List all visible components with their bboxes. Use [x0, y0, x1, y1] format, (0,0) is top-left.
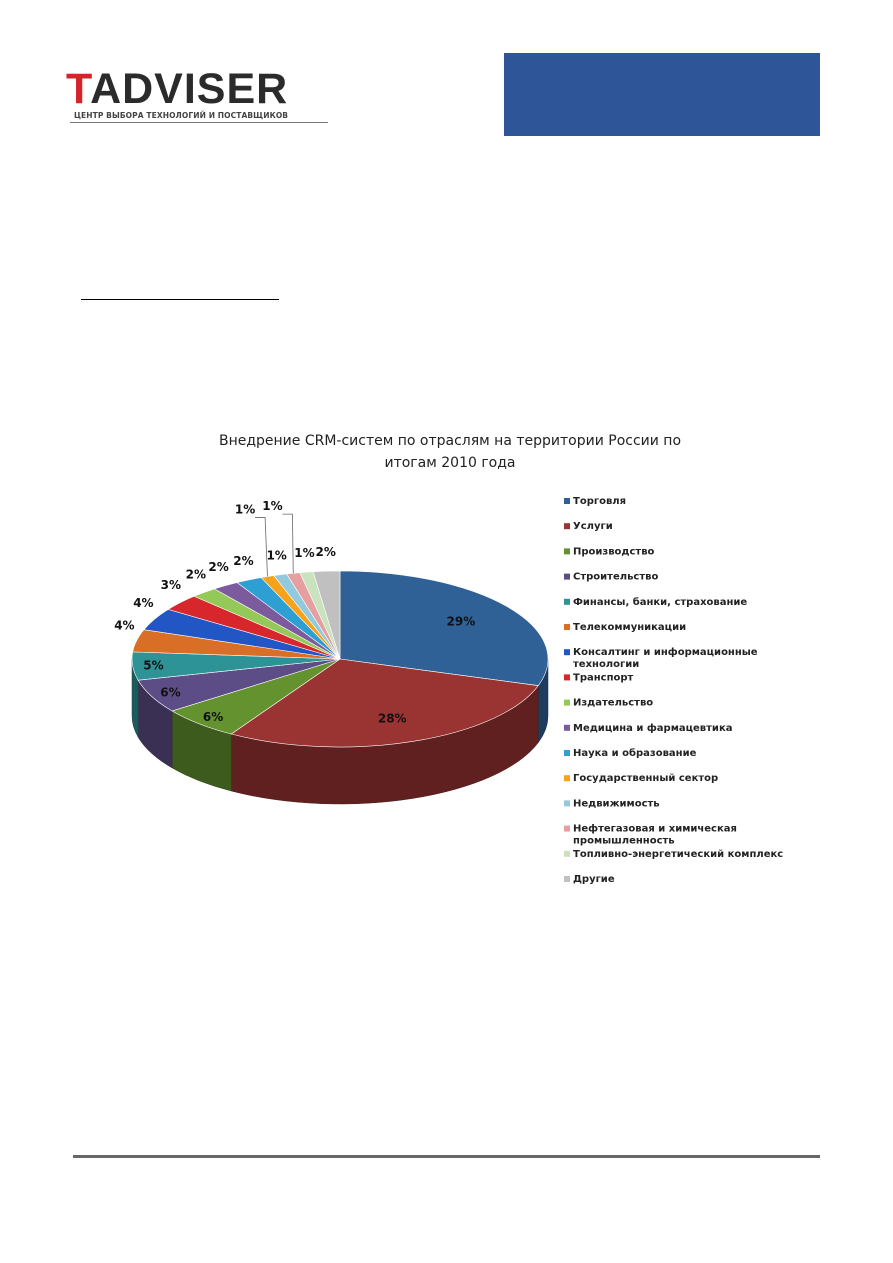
footer-rule: [73, 1155, 820, 1158]
data-label-Консалтинг и информационные технологии: 4%: [133, 595, 154, 610]
data-label-Топливно-энергетический комплекс: 1%: [294, 545, 315, 560]
legend-entry-Топливно-энергетический комплекс: Топливно-энергетический комплекс: [573, 848, 784, 860]
logo-wordmark: [66, 66, 288, 112]
legend-entry-Недвижимость: Недвижимость: [573, 798, 660, 810]
data-label-Транспорт: 3%: [160, 578, 182, 593]
leader-line: [282, 514, 293, 573]
legend-swatch: [564, 498, 570, 504]
legend-entry-Государственный сектор: Государственный сектор: [573, 773, 719, 785]
industry-pie-chart: [0, 400, 893, 900]
logo-underline: [70, 122, 328, 123]
data-label-Нефтегазовая и химическая промышленность: 1%: [262, 499, 283, 514]
chart-title-line: Внедрение CRM-систем по отраслям на территории России по: [218, 433, 682, 449]
data-label-Медицина и фармацевтика: 2%: [208, 560, 229, 575]
header-banner-block: [504, 53, 820, 136]
data-label-Строительство: 6%: [160, 685, 181, 700]
tadviser-logo: [66, 66, 328, 126]
legend-entry-Строительство: Строительство: [573, 571, 659, 583]
data-label-Наука и образование: 2%: [233, 554, 254, 569]
legend-entry-Торговля: Торговля: [573, 496, 627, 507]
legend-entry-Издательство: Издательство: [573, 697, 654, 709]
section-rule: [81, 299, 279, 300]
legend-swatch: [564, 574, 570, 580]
data-label-Другие: 2%: [315, 544, 336, 559]
data-label-Услуги: 28%: [377, 711, 407, 726]
data-label-Производство: 6%: [202, 710, 224, 725]
legend-swatch: [564, 750, 570, 756]
legend-swatch: [564, 523, 570, 529]
legend-swatch: [564, 826, 570, 832]
legend-swatch: [564, 548, 570, 554]
data-label-Издательство: 2%: [185, 567, 207, 582]
legend-entry-Телекоммуникации: Телекоммуникации: [573, 622, 687, 633]
legend-swatch: [564, 725, 570, 731]
legend-entry-Транспорт: Транспорт: [573, 672, 634, 684]
legend-swatch: [564, 624, 570, 630]
logo-tagline: ЦЕНТР ВЫБОРА ТЕХНОЛОГИЙ И ПОСТАВЩИКОВ: [74, 111, 289, 120]
legend-swatch: [564, 851, 570, 857]
legend-swatch: [564, 876, 570, 882]
legend-entry-Медицина и фармацевтика: Медицина и фармацевтика: [573, 722, 733, 734]
data-label-Торговля: 29%: [446, 614, 476, 629]
chart-title-line: итогам 2010 года: [384, 455, 516, 471]
legend-swatch: [564, 775, 570, 781]
legend-swatch: [564, 700, 570, 706]
legend-entry-Другие: Другие: [573, 874, 615, 885]
legend-entry-Консалтинг и информационные технологии: Консалтинг и информационные технологии: [573, 647, 758, 671]
legend-swatch: [564, 674, 570, 680]
data-label-Телекоммуникации: 4%: [114, 618, 135, 633]
data-label-Финансы, банки, страхование: 5%: [143, 658, 164, 673]
legend-entry-Наука и образование: Наука и образование: [573, 748, 697, 759]
leader-line: [255, 518, 267, 577]
logo-first-letter: T: [66, 65, 91, 113]
logo-rest: ADVISER: [90, 65, 289, 113]
legend-entry-Нефтегазовая и химическая промышленность: Нефтегазовая и химическая промышленность: [573, 823, 737, 847]
legend-entry-Услуги: Услуги: [573, 521, 613, 533]
data-label-Недвижимость: 1%: [266, 548, 287, 563]
legend-entry-Финансы, банки, страхование: Финансы, банки, страхование: [573, 596, 748, 608]
legend-swatch: [564, 649, 570, 655]
legend-entry-Производство: Производство: [573, 546, 655, 558]
data-label-Государственный сектор: 1%: [234, 502, 256, 517]
legend-swatch: [564, 599, 570, 605]
legend-swatch: [564, 800, 570, 806]
